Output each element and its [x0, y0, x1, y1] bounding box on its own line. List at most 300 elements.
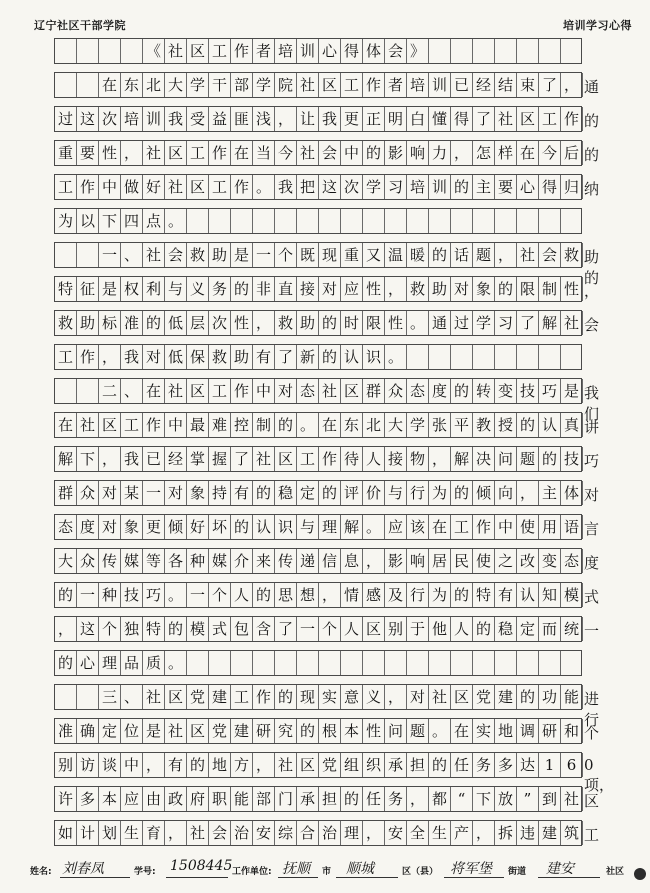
grid-cell: 怎	[473, 141, 495, 165]
grid-cell: 众	[385, 379, 407, 403]
grid-cell: 现	[297, 685, 319, 709]
grid-cell: 区	[187, 175, 209, 199]
grid-cell: 产	[451, 821, 473, 845]
grid-cell: 、	[121, 685, 143, 709]
grid-cell: 拆	[495, 821, 517, 845]
grid-cell: 传	[275, 549, 297, 573]
margin-overflow-glyph: 对	[584, 486, 600, 504]
essay-line	[54, 106, 600, 132]
grid-cell: 许	[55, 787, 77, 811]
essay-line	[54, 650, 582, 676]
grid-cell: 训	[429, 73, 451, 97]
grid-cell: 在	[231, 141, 253, 165]
essay-line	[54, 820, 600, 846]
grid-cell: 建	[539, 821, 561, 845]
margin-overflow-glyph: 言	[584, 520, 600, 538]
grid-cell: 今	[539, 141, 561, 165]
grid-cell: 特	[143, 617, 165, 641]
grid-cell	[253, 209, 275, 233]
street-value: 将军堡	[450, 861, 492, 877]
grid-cell: 社	[165, 175, 187, 199]
grid-cell: 训	[429, 175, 451, 199]
grid-cell: 的	[187, 753, 209, 777]
grid-cell: 应	[121, 787, 143, 811]
grid-cell: 一	[297, 617, 319, 641]
grid-cell	[561, 209, 583, 233]
grid-cell: 了	[231, 447, 253, 471]
grid-cell: 工	[231, 685, 253, 709]
grid-cell: 利	[143, 277, 165, 301]
grid-cell: 式	[209, 617, 231, 641]
grid-cell: 制	[253, 413, 275, 437]
grid-cell: 对	[319, 277, 341, 301]
grid-cell: 传	[99, 549, 121, 573]
grid-cell: 大	[385, 413, 407, 437]
grid-cell: 语	[561, 515, 583, 539]
grid-cell	[561, 345, 583, 369]
grid-cell: 递	[297, 549, 319, 573]
grid-cell: 是	[99, 277, 121, 301]
grid-cell: 安	[385, 821, 407, 845]
grid-cell	[473, 345, 495, 369]
grid-cell: 感	[363, 583, 385, 607]
grid-cell: ，	[363, 549, 385, 573]
grid-cell: 准	[121, 311, 143, 335]
grid-cell: 这	[77, 107, 99, 131]
grid-cell: 最	[187, 413, 209, 437]
grid-cell: 作	[473, 515, 495, 539]
grid-cell: ，	[561, 73, 583, 97]
grid-cell: 社	[429, 685, 451, 709]
grid-cell: 得	[451, 107, 473, 131]
grid-cell: 区	[187, 39, 209, 63]
grid-cell: 助	[297, 311, 319, 335]
grid-cell: 一	[187, 583, 209, 607]
grid-cell: 是	[143, 719, 165, 743]
grid-cell	[363, 209, 385, 233]
grid-cell: 影	[385, 549, 407, 573]
essay-line	[54, 616, 600, 642]
grid-cell: 社	[495, 107, 517, 131]
grid-cell: ，	[407, 787, 429, 811]
margin-overflow-glyph: 一	[584, 622, 600, 640]
grid-cell: 技	[121, 583, 143, 607]
grid-cell: 接	[297, 277, 319, 301]
city-suffix: 市	[322, 867, 332, 877]
grid-cell: 得	[341, 39, 363, 63]
community-suffix: 社区	[606, 867, 625, 877]
grid-cell: 大	[55, 549, 77, 573]
margin-overflow-glyph: ，	[584, 282, 600, 300]
grid-cell: 控	[231, 413, 253, 437]
grid-cell: 之	[495, 549, 517, 573]
grid-cell: 的	[319, 345, 341, 369]
grid-cell: 习	[385, 175, 407, 199]
grid-cell: 如	[55, 821, 77, 845]
grid-cell: 我	[275, 175, 297, 199]
grid-cell: 本	[341, 719, 363, 743]
grid-cell: 做	[121, 175, 143, 199]
grid-cell: 助	[77, 311, 99, 335]
margin-overflow-glyph: 进行	[584, 690, 600, 729]
grid-cell: 匪	[231, 107, 253, 131]
grid-cell: 解	[55, 447, 77, 471]
grid-cell: 组	[341, 753, 363, 777]
grid-cell	[187, 651, 209, 675]
margin-overflow-glyph: 式	[584, 588, 600, 606]
grid-cell: 影	[385, 141, 407, 165]
grid-cell	[539, 345, 561, 369]
grid-cell: 该	[407, 515, 429, 539]
grid-cell: 主	[539, 481, 561, 505]
grid-cell	[561, 651, 583, 675]
grid-cell: 接	[385, 447, 407, 471]
grid-cell: 的	[517, 413, 539, 437]
grid-cell: 温	[385, 243, 407, 267]
grid-cell: 、	[121, 243, 143, 267]
grid-cell: 培	[121, 107, 143, 131]
grid-cell: 了	[517, 311, 539, 335]
grid-cell: 二	[99, 379, 121, 403]
grid-cell: 认	[539, 413, 561, 437]
grid-cell: 人	[231, 583, 253, 607]
grid-cell: 的	[55, 651, 77, 675]
grid-cell: 社	[319, 379, 341, 403]
grid-cell: 建	[495, 685, 517, 709]
grid-cell	[297, 651, 319, 675]
grid-cell: 训	[143, 107, 165, 131]
grid-cell: 社	[143, 243, 165, 267]
grid-cell: 作	[77, 345, 99, 369]
grid-cell: 各	[165, 549, 187, 573]
grid-cell: 建	[231, 719, 253, 743]
grid-cell: 的	[231, 277, 253, 301]
grid-cell: 征	[77, 277, 99, 301]
grid-cell: 院	[275, 73, 297, 97]
grid-cell: 题	[517, 447, 539, 471]
margin-overflow-glyph: 区	[584, 792, 600, 810]
grid-cell: 工	[187, 141, 209, 165]
grid-cell: 话	[451, 243, 473, 267]
grid-cell: 学	[473, 311, 495, 335]
grid-cell: 的	[539, 447, 561, 471]
grid-cell: 育	[143, 821, 165, 845]
grid-cell: 学	[407, 413, 429, 437]
grid-cell: 次	[209, 311, 231, 335]
grid-cell: 待	[341, 447, 363, 471]
essay-line	[54, 514, 600, 540]
grid-cell: 题	[473, 243, 495, 267]
grid-cell: 区	[341, 379, 363, 403]
grid-cell	[495, 345, 517, 369]
grid-cell	[275, 209, 297, 233]
grid-cell	[473, 209, 495, 233]
grid-cell: 建	[209, 685, 231, 709]
grid-cell: 社	[297, 73, 319, 97]
grid-cell: 的	[55, 583, 77, 607]
grid-cell: 助	[429, 277, 451, 301]
grid-cell: 功	[539, 685, 561, 709]
grid-cell: 助	[209, 243, 231, 267]
grid-cell: 为	[429, 481, 451, 505]
essay-line	[54, 412, 600, 438]
grid-cell	[55, 685, 77, 709]
grid-cell: 的	[253, 583, 275, 607]
grid-cell	[451, 39, 473, 63]
grid-cell: 的	[319, 311, 341, 335]
grid-cell: 懂	[429, 107, 451, 131]
grid-cell: 综	[275, 821, 297, 845]
grid-cell: 作	[209, 141, 231, 165]
grid-cell: 权	[121, 277, 143, 301]
grid-cell: 位	[121, 719, 143, 743]
grid-cell: 人	[451, 617, 473, 641]
grid-cell: 巧	[539, 379, 561, 403]
grid-cell: 已	[451, 73, 473, 97]
grid-cell: 次	[341, 175, 363, 199]
id-underline	[166, 877, 228, 878]
grid-cell: ，	[385, 277, 407, 301]
grid-cell	[407, 651, 429, 675]
grid-cell: ，	[275, 107, 297, 131]
grid-cell: 识	[275, 515, 297, 539]
grid-cell: 限	[517, 277, 539, 301]
grid-cell: 使	[473, 549, 495, 573]
grid-cell: ，	[319, 583, 341, 607]
page-header	[0, 0, 650, 38]
grid-cell: 识	[363, 345, 385, 369]
grid-cell	[77, 685, 99, 709]
grid-cell: ，	[473, 821, 495, 845]
grid-cell: 中	[99, 175, 121, 199]
grid-cell: 新	[297, 345, 319, 369]
grid-cell: 地	[209, 753, 231, 777]
grid-cell: 区	[187, 719, 209, 743]
district-suffix: 区（县）	[402, 867, 439, 877]
grid-cell: 了	[473, 107, 495, 131]
grid-cell: 正	[363, 107, 385, 131]
grid-cell: 的	[363, 141, 385, 165]
grid-cell: 张	[429, 413, 451, 437]
essay-line	[54, 276, 600, 302]
grid-cell: 态	[561, 549, 583, 573]
grid-cell: 已	[143, 447, 165, 471]
grid-cell: 区	[451, 685, 473, 709]
grid-cell: 部	[253, 787, 275, 811]
grid-cell: 社	[165, 39, 187, 63]
grid-cell: 更	[341, 107, 363, 131]
grid-cell: 来	[253, 549, 275, 573]
grid-cell: 救	[209, 345, 231, 369]
grid-cell: 对	[99, 481, 121, 505]
grid-cell: 干	[209, 73, 231, 97]
grid-cell: 次	[99, 107, 121, 131]
grid-cell	[187, 209, 209, 233]
grid-cell: 技	[517, 379, 539, 403]
grid-cell	[407, 345, 429, 369]
grid-cell: 6	[561, 753, 583, 777]
grid-cell: 实	[473, 719, 495, 743]
essay-line	[54, 786, 600, 812]
grid-cell	[517, 39, 539, 63]
school-name: 辽宁社区干部学院	[34, 19, 126, 32]
grid-cell: 。	[253, 175, 275, 199]
grid-cell: 含	[253, 617, 275, 641]
grid-cell: 白	[407, 107, 429, 131]
grid-cell: 北	[363, 413, 385, 437]
grid-cell: 理	[99, 651, 121, 675]
grid-cell: 解	[341, 515, 363, 539]
grid-cell: 学	[187, 73, 209, 97]
grid-cell: 低	[165, 345, 187, 369]
grid-cell: 既	[297, 243, 319, 267]
grid-cell: 我	[319, 107, 341, 131]
grid-cell: 过	[451, 311, 473, 335]
grid-cell: 一	[253, 243, 275, 267]
grid-cell: 务	[473, 753, 495, 777]
district-value: 顺城	[346, 861, 374, 877]
grid-cell: 应	[385, 515, 407, 539]
grid-cell: 党	[187, 685, 209, 709]
grid-cell: ，	[143, 753, 165, 777]
grid-cell: 中	[495, 515, 517, 539]
grid-cell: 谈	[99, 753, 121, 777]
grid-cell: 访	[77, 753, 99, 777]
grid-cell: 多	[495, 753, 517, 777]
grid-cell: 体	[363, 39, 385, 63]
grid-cell: 府	[187, 787, 209, 811]
grid-cell: 区	[275, 447, 297, 471]
grid-cell: 性	[363, 719, 385, 743]
grid-cell: 定	[99, 719, 121, 743]
grid-cell	[495, 209, 517, 233]
grid-cell: 的	[341, 787, 363, 811]
grid-cell: 种	[99, 583, 121, 607]
grid-cell: 会	[539, 243, 561, 267]
grid-cell: 中	[165, 413, 187, 437]
grid-cell: 标	[99, 311, 121, 335]
grid-cell: 的	[451, 481, 473, 505]
grid-cell	[121, 39, 143, 63]
grid-cell: 倾	[473, 481, 495, 505]
grid-cell: 社	[165, 379, 187, 403]
grid-cell	[209, 651, 231, 675]
grid-cell: 评	[341, 481, 363, 505]
grid-cell	[77, 243, 99, 267]
city-value: 抚顺	[282, 861, 310, 877]
grid-cell: 会	[209, 821, 231, 845]
grid-cell: 问	[495, 447, 517, 471]
grid-cell: 究	[275, 719, 297, 743]
grid-cell: 承	[385, 753, 407, 777]
grid-cell: 归	[561, 175, 583, 199]
grid-cell: 。	[165, 209, 187, 233]
grid-cell: 别	[385, 617, 407, 641]
grid-cell: 问	[385, 719, 407, 743]
grid-cell: 我	[165, 107, 187, 131]
grid-cell: 更	[143, 515, 165, 539]
grid-cell: 中	[121, 753, 143, 777]
grid-cell: 信	[319, 549, 341, 573]
grid-cell: 调	[517, 719, 539, 743]
grid-cell: 筑	[561, 821, 583, 845]
grid-cell: 方	[231, 753, 253, 777]
essay-line	[54, 446, 600, 472]
grid-cell: 会	[385, 39, 407, 63]
grid-cell: 体	[561, 481, 583, 505]
margin-overflow-glyph: 个	[584, 724, 600, 742]
grid-cell: 北	[143, 73, 165, 97]
grid-cell: 响	[407, 141, 429, 165]
grid-cell: 生	[121, 821, 143, 845]
grid-cell: 了	[539, 73, 561, 97]
section-title: 培训学习心得	[563, 19, 632, 32]
grid-cell: 又	[363, 243, 385, 267]
grid-cell: 者	[253, 39, 275, 63]
grid-cell: 保	[187, 345, 209, 369]
grid-cell	[231, 651, 253, 675]
grid-cell: ，	[253, 311, 275, 335]
grid-cell: 知	[539, 583, 561, 607]
grid-cell: 特	[55, 277, 77, 301]
grid-cell: 和	[561, 719, 583, 743]
grid-cell: 》	[407, 39, 429, 63]
grid-cell	[451, 209, 473, 233]
grid-cell: 在	[319, 413, 341, 437]
grid-cell	[429, 39, 451, 63]
grid-cell: 心	[517, 175, 539, 199]
grid-cell: 当	[253, 141, 275, 165]
grid-cell: 认	[341, 345, 363, 369]
grid-cell	[363, 651, 385, 675]
grid-cell: 下	[77, 447, 99, 471]
grid-cell: 的	[473, 617, 495, 641]
grid-cell: 助	[231, 345, 253, 369]
grid-cell: 工	[55, 175, 77, 199]
grid-cell: 暖	[407, 243, 429, 267]
grid-cell: 党	[473, 685, 495, 709]
grid-cell	[77, 39, 99, 63]
grid-cell: 对	[407, 685, 429, 709]
grid-cell: 握	[209, 447, 231, 471]
essay-line	[54, 718, 600, 744]
grid-cell: 计	[77, 821, 99, 845]
grid-cell: 稳	[495, 617, 517, 641]
grid-cell: ，	[253, 753, 275, 777]
grid-cell: 明	[385, 107, 407, 131]
grid-cell: 重	[55, 141, 77, 165]
grid-cell: 义	[363, 685, 385, 709]
grid-cell: 态	[55, 515, 77, 539]
grid-cell: 样	[495, 141, 517, 165]
grid-cell: 。	[363, 515, 385, 539]
grid-cell: “	[451, 787, 473, 811]
grid-cell: 了	[275, 617, 297, 641]
grid-cell: 中	[253, 379, 275, 403]
essay-line	[54, 684, 600, 729]
grid-cell: 任	[363, 787, 385, 811]
grid-cell	[341, 209, 363, 233]
grid-cell: 物	[407, 447, 429, 471]
grid-cell: 与	[297, 515, 319, 539]
grid-cell: 四	[121, 209, 143, 233]
grid-cell: 息	[341, 549, 363, 573]
grid-cell: 担	[407, 753, 429, 777]
grid-cell: 根	[319, 719, 341, 743]
grid-cell: 题	[407, 719, 429, 743]
grid-cell: 习	[495, 311, 517, 335]
grid-cell: 非	[253, 277, 275, 301]
